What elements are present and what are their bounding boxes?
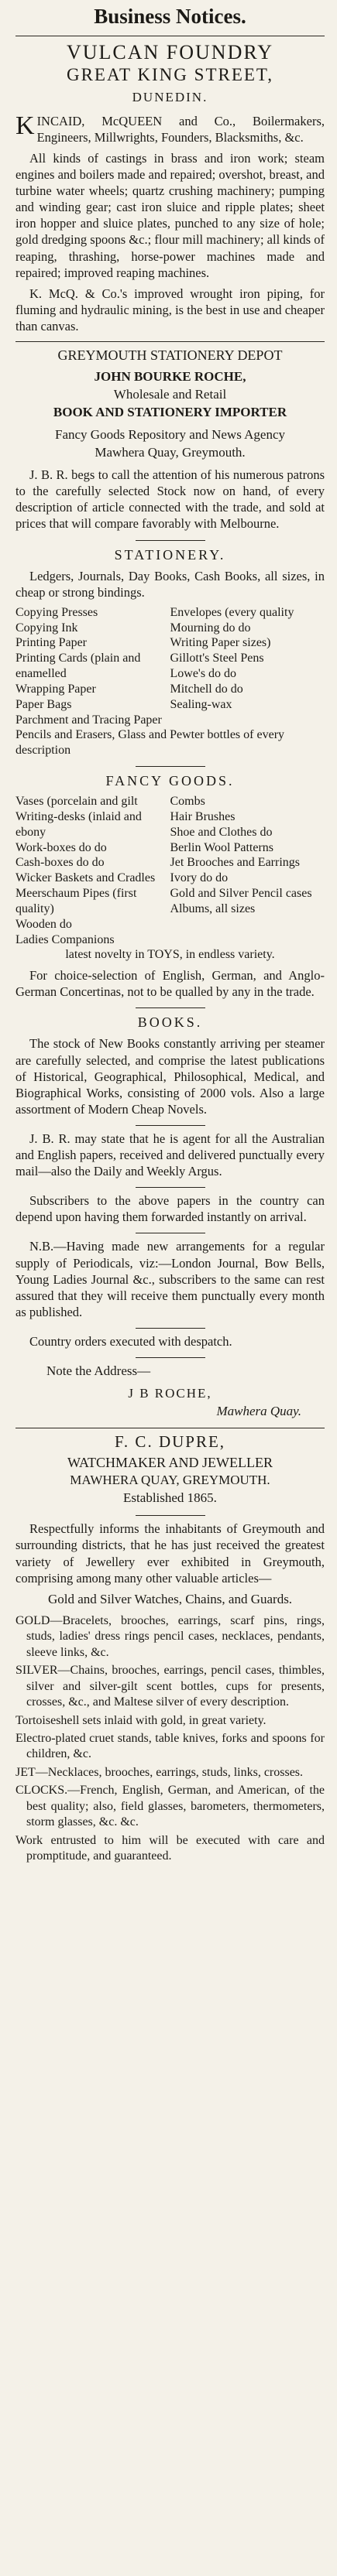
list-item: JET—Necklaces, brooches, earrings, studs, links, crosses. — [15, 1765, 304, 1779]
nb-text: N.B.—Having made new arrangements for a regular supply of Periodicals, viz:—London Journal, Bow Bells, Young Ladies Journal &c., subscribers to the same can rest assured that they will receive them punctually every month as published. — [15, 1239, 325, 1319]
foundry-intro: KINCAID, McQUEEN and Co., Boilermakers, Engineers, Millwrights, Founders, Blacksmiths, &c. — [15, 111, 325, 145]
stationery-right-column — [170, 605, 325, 728]
list-item: CLOCKS.—French, English, German, and American, of the best quality; also, field glasses, barometers, thermometers, storm glasses, &c. &c. — [15, 1784, 325, 1829]
fancy-goods-list — [15, 794, 325, 947]
address-note: Note the Address— — [46, 1363, 151, 1379]
list-item: Mourning do do — [170, 621, 251, 635]
list-item: Parchment and Tracing Paper — [15, 713, 162, 727]
list-item: Printing Cards (plain and enamelled — [15, 652, 141, 681]
list-item: Lowe's do do — [170, 667, 237, 681]
foundry-advert — [15, 40, 325, 334]
list-item: Tortoiseshell sets inlaid with gold, in great variety. — [15, 1713, 267, 1727]
dupre-address: MAWHERA QUAY, GREYMOUTH. — [70, 1473, 270, 1488]
divider — [136, 1187, 205, 1188]
fancy-goods-heading: FANCY GOODS. — [105, 773, 235, 789]
foundry-city: DUNEDIN. — [132, 89, 208, 104]
depot-name: GREYMOUTH STATIONERY DEPOT — [57, 347, 283, 364]
dupre-name: F. C. DUPRE, — [114, 1432, 226, 1451]
foundry-closing: K. McQ. & Co.'s improved wrought iron piping, for fluming and hydraulic mining, is the best in use and cheaper than canvas. — [15, 286, 325, 334]
list-item: Gold and Silver Pencil cases — [170, 887, 312, 901]
depot-agency: Fancy Goods Repository and News Agency — [55, 427, 285, 443]
list-item: Writing-desks (inlaid and ebony — [15, 809, 142, 839]
dupre-watches: Gold and Silver Watches, Chains, and Guards. — [47, 1591, 293, 1606]
list-item: GOLD—Bracelets, brooches, earrings, scarf pins, rings, studs, ladies' dress rings pencil cases, necklaces, pendants, sleeve links, &c. — [15, 1613, 325, 1659]
stationery-lead: Ledgers, Journals, Day Books, Cash Books, all sizes, in cheap or strong bindings. — [15, 568, 325, 600]
list-item: Envelopes (every quality — [170, 605, 294, 619]
dupre-advert — [15, 1432, 325, 1865]
signature-name: J B ROCHE, — [128, 1386, 212, 1401]
depot-advert — [15, 346, 325, 1421]
divider — [136, 1007, 205, 1008]
foundry-name: VULCAN FOUNDRY — [66, 41, 274, 63]
list-item: Albums, all sizes — [170, 901, 256, 915]
list-item: Vases (porcelain and gilt — [15, 795, 138, 809]
list-item: Wicker Baskets and Cradles — [15, 871, 156, 885]
list-item: Ivory do do — [170, 871, 229, 885]
books-heading: BOOKS. — [137, 1014, 203, 1031]
list-item: Copying Ink — [15, 621, 78, 635]
dupre-intro: Respectfully informs the inhabitants of Greymouth and surrounding districts, that he has just received the greatest variety of Jewellery ever exhibited in Greymouth, comprising among many other valuable articles— — [15, 1521, 325, 1586]
stationery-left-column — [15, 605, 170, 728]
fancy-left-column — [15, 794, 170, 947]
divider — [15, 341, 325, 342]
subscribers-text: Subscribers to the above papers in the country can depend upon having them forwarded instantly on arrival. — [15, 1193, 325, 1225]
list-item: Work-boxes do do — [15, 840, 107, 854]
depot-proprietor: JOHN BOURKE ROCHE, — [94, 369, 246, 385]
list-item: SILVER—Chains, brooches, earrings, pencil cases, thimbles, silver and silver-gilt scent bottles, cups for presents, crosses, &c., and Maltese silver of every description. — [15, 1664, 325, 1709]
list-item: Hair Brushes — [170, 809, 236, 823]
divider — [136, 766, 205, 767]
dupre-established: Established 1865. — [123, 1490, 217, 1506]
divider — [136, 1357, 205, 1358]
list-item: Ladies Companions — [15, 932, 115, 946]
list-item: Cash-boxes do do — [15, 856, 105, 870]
country-orders-text: Country orders executed with despatch. — [29, 1334, 232, 1350]
list-item: Wrapping Paper — [15, 682, 96, 696]
list-item: Jet Brooches and Earrings — [170, 856, 301, 870]
fancy-tail: latest novelty in TOYS, in endless variety. — [65, 948, 275, 962]
foundry-body: All kinds of castings in brass and iron work; steam engines and boilers made and repaired; overshot, breast, and turbine water wheels; quartz crushing machinery; pumping and winding gear; cast iron sluice and ripple plates; sheet iron hopper and sluice plates, punched to any size of hole; gold dredging spoons &c.; flour mill machinery; all kinds of reaping, thrashing, horse-power machines made and repaired; improved reaping machines. — [15, 150, 325, 280]
divider — [136, 1515, 205, 1516]
list-item: Berlin Wool Patterns — [170, 840, 274, 854]
list-item: Copying Presses — [15, 605, 98, 619]
stationery-tail: Pencils and Erasers, Glass and Pewter bottles of every description — [15, 728, 285, 758]
concertinas-text: For choice-selection of English, German, and Anglo-German Concertinas, not to be qualled by any in the trade. — [15, 968, 325, 1000]
list-item: Paper Bags — [15, 697, 72, 711]
list-item: Shoe and Clothes do — [170, 825, 273, 839]
list-item: Mitchell do do — [170, 682, 243, 696]
list-item: Combs — [170, 795, 205, 809]
list-item: Electro-plated cruet stands, table knives, forks and spoons for children, &c. — [15, 1731, 325, 1761]
list-item: Gillott's Steel Pens — [170, 652, 264, 665]
list-item: Sealing-wax — [170, 697, 232, 711]
list-item: Work entrusted to him will be executed with care and promptitude, and guaranteed. — [15, 1833, 325, 1863]
books-text: The stock of New Books constantly arriving per steamer are carefully selected, and comprise the latest publications of Historical, Geographical, Philosophical, Medical, and Biographical Works, consisting of 2000 vols. Also a large assortment of Modern Cheap Novels. — [15, 1036, 325, 1117]
foundry-street: GREAT KING STREET, — [66, 65, 274, 85]
depot-address: Mawhera Quay, Greymouth. — [95, 445, 246, 460]
agent-text: J. B. R. may state that he is agent for all the Australian and English papers, received and delivered punctually every mail—also the Daily and Weekly Argus. — [15, 1131, 325, 1179]
list-item: Wooden do — [15, 917, 72, 931]
list-item: Printing Paper — [15, 636, 87, 650]
divider — [136, 1125, 205, 1126]
signature-place: Mawhera Quay. — [216, 1404, 301, 1419]
depot-line: BOOK AND STATIONERY IMPORTER — [53, 405, 287, 420]
stationery-list — [15, 605, 325, 728]
list-item: Meerschaum Pipes (first quality) — [15, 887, 137, 915]
divider — [136, 540, 205, 541]
divider — [136, 1328, 205, 1329]
section-title: Business Notices. — [94, 5, 246, 28]
fancy-right-column — [170, 794, 325, 947]
stationery-heading: STATIONERY. — [114, 546, 226, 563]
list-item: Writing Paper sizes) — [170, 636, 271, 650]
depot-trade: Wholesale and Retail — [113, 387, 227, 402]
depot-intro: J. B. R. begs to call the attention of his numerous patrons to the carefully selected Stock now on hand, of every description of article connected with the trade, and sold at prices that will compare favorably with Melbourne. — [15, 467, 325, 532]
dupre-trade: WATCHMAKER AND JEWELLER — [67, 1455, 273, 1471]
